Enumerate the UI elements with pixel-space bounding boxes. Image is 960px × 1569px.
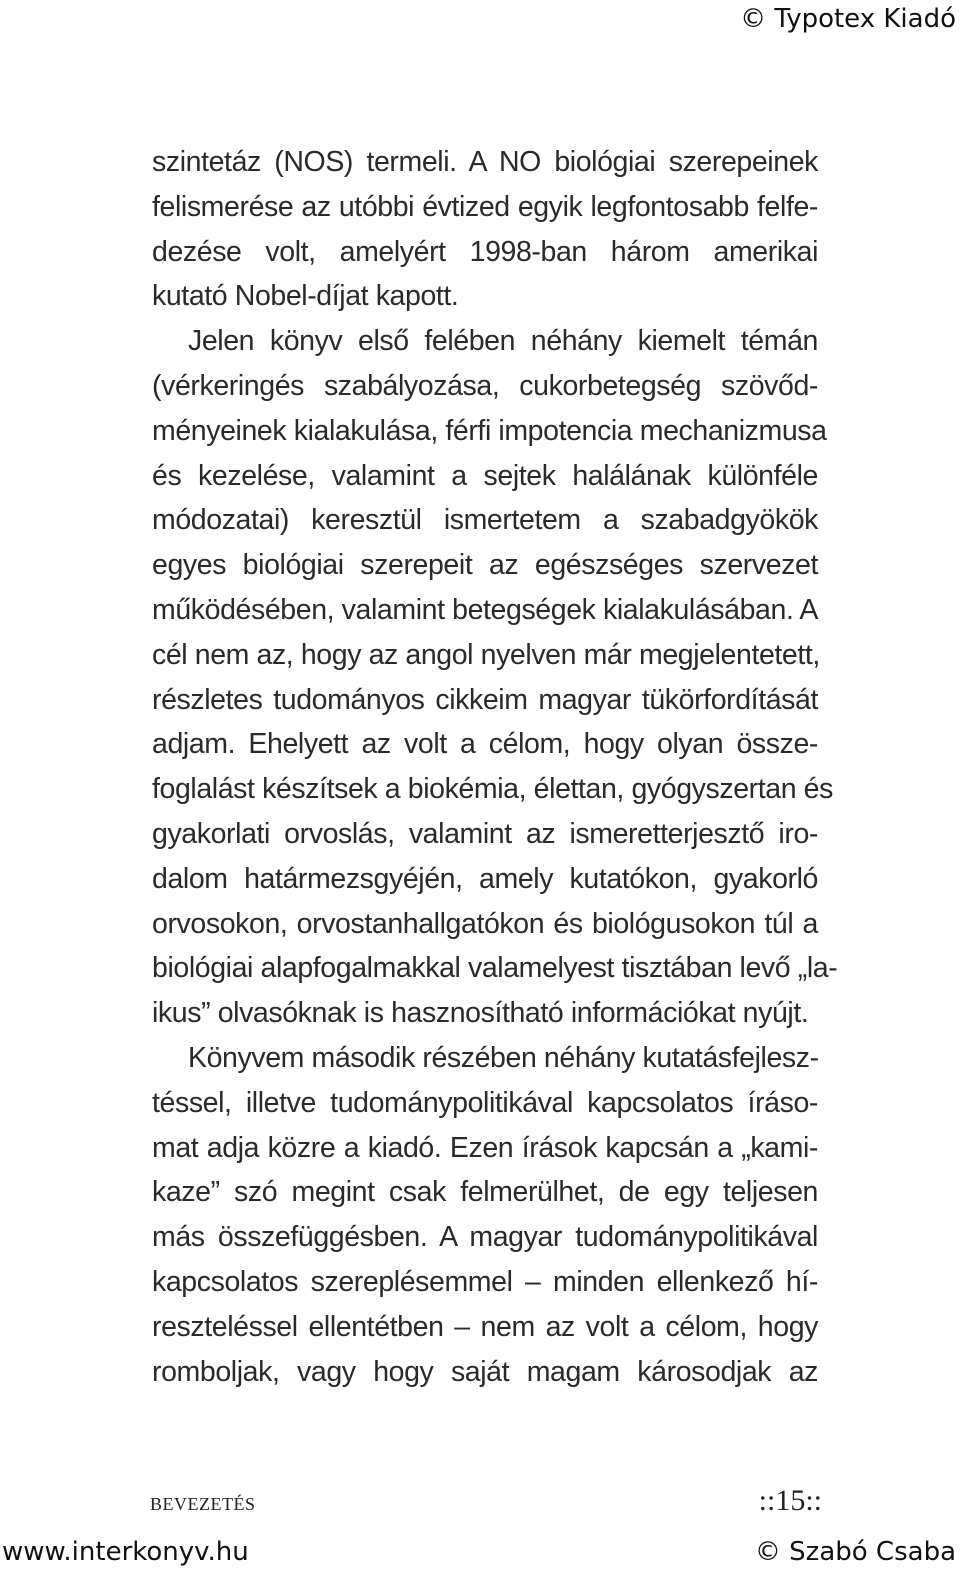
text-line: kutató Nobel-díjat kapott. xyxy=(152,280,459,313)
text-line: (vérkeringés szabályozása, cukorbetegség szövőd- xyxy=(152,369,818,402)
text-line: felismerése az utóbbi évtized egyik legfontosabb felfe- xyxy=(152,190,818,223)
text-line: módozatai) keresztül ismertetem a szabadgyökök xyxy=(152,504,818,537)
text-line: Jelen könyv első felében néhány kiemelt témán xyxy=(188,325,818,358)
text-line: és kezelése, valamint a sejtek halálának különféle xyxy=(152,459,818,492)
text-line: dezése volt, amelyért 1998-ban három amerikai xyxy=(152,235,818,268)
text-line: szintetáz (NOS) termeli. A NO biológiai szerepeinek xyxy=(152,146,818,178)
website-watermark: www.interkonyv.hu xyxy=(2,1537,249,1567)
text-line: cél nem az, hogy az angol nyelven már megjelentetett, xyxy=(152,638,820,671)
body-text xyxy=(152,140,838,1394)
text-line: ményeinek kialakulása, férfi impotencia mechanizmusa xyxy=(152,414,827,447)
text-line: gyakorlati orvoslás, valamint az ismeretterjesztő iro- xyxy=(152,817,818,850)
text-line: kapcsolatos szereplésemmel – minden ellenkező hí- xyxy=(152,1265,818,1298)
author-watermark: © Szabó Csaba xyxy=(754,1537,956,1567)
text-line: adjam. Ehelyett az volt a célom, hogy olyan össze- xyxy=(152,728,818,761)
text-line: egyes biológiai szerepeit az egészséges szervezet xyxy=(152,549,818,582)
text-line: romboljak, vagy hogy saját magam károsodjak az xyxy=(152,1355,818,1388)
text-line: dalom határmezsgyéjén, amely kutatókon, gyakorló xyxy=(152,862,818,895)
text-line: biológiai alapfogalmakkal valamelyest tisztában levő „la- xyxy=(152,952,838,985)
text-line: foglalást készítsek a biokémia, élettan, gyógyszertan és xyxy=(152,773,833,806)
page-number: ::15:: xyxy=(758,1484,822,1517)
publisher-watermark: © Typotex Kiadó xyxy=(740,4,956,34)
text-line: téssel, illetve tudománypolitikával kapcsolatos íráso- xyxy=(152,1086,818,1119)
section-label: BEVEZETÉS xyxy=(150,1494,256,1514)
text-line: működésében, valamint betegségek kialakulásában. A xyxy=(152,593,819,626)
text-line: reszteléssel ellentétben – nem az volt a célom, hogy xyxy=(152,1310,818,1343)
text-line: kaze” szó megint csak felmerülhet, de egy teljesen xyxy=(152,1176,818,1209)
text-line: Könyvem második részében néhány kutatásfejlesz- xyxy=(188,1041,819,1074)
text-line: részletes tudományos cikkeim magyar tükörfordítását xyxy=(152,683,818,716)
text-line: más összefüggésben. A magyar tudománypolitikával xyxy=(152,1221,818,1254)
text-line: mat adja közre a kiadó. Ezen írások kapcsán a „kami- xyxy=(152,1131,818,1164)
text-line: orvosokon, orvostanhallgatókon és biológusokon túl a xyxy=(152,907,818,940)
text-line: ikus” olvasóknak is hasznosítható információkat nyújt. xyxy=(152,997,809,1030)
